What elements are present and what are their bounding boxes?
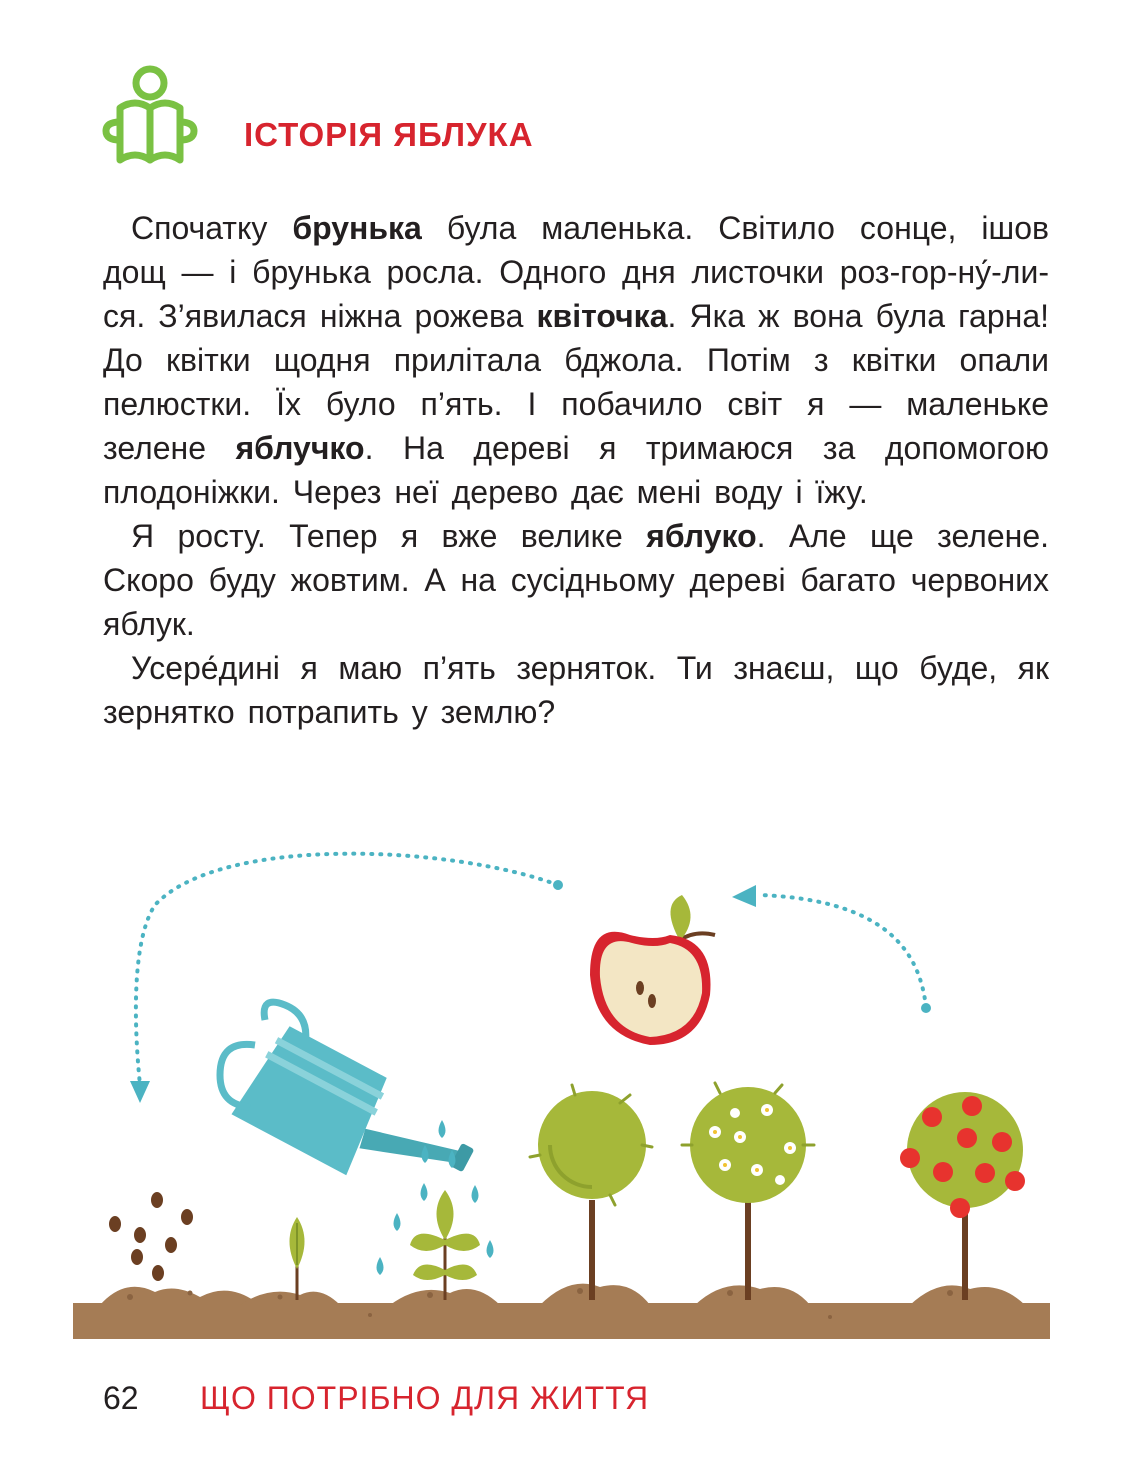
young-tree-icon — [530, 1085, 652, 1300]
story-text — [103, 206, 1049, 734]
page-number: 62 — [103, 1380, 139, 1416]
apple-half-icon — [590, 895, 715, 1045]
seeds-icon — [109, 1192, 193, 1281]
text-run: Спочатку — [131, 210, 293, 246]
text-run: . Яка ж вона була гарна! До квітки щодня прилітала бджола. Потім з квітки опали пелюстки. Їх було п’ять. І побачило світ я — маленьке зелене — [103, 298, 1050, 466]
cycle-arrow-icon — [136, 854, 926, 1085]
text-run: . Але ще зелене. Скоро буду жовтим. А на сусідньому дереві багато червоних яблук. — [103, 518, 1050, 642]
sprout-icon — [290, 1217, 305, 1300]
paragraph-1 — [103, 206, 1049, 514]
soil-ground — [73, 1284, 1050, 1339]
bold-term-yabluchko: яблучко — [235, 430, 365, 466]
text-run: була маленька. Світило сонце, ішов дощ — і брунька росла. Одного дня листочки роз-гор-ну́-ли-ся. З’явилася ніжна рожева — [103, 210, 1050, 334]
page-title: ІСТОРІЯ ЯБЛУКА — [244, 116, 534, 153]
bold-term-kvitochka: квіточка — [536, 298, 668, 334]
bold-term-yabluko: яблуко — [646, 518, 757, 554]
paragraph-3 — [103, 646, 1049, 734]
section-title: ЩО ПОТРІБНО ДЛЯ ЖИТТЯ — [200, 1380, 650, 1416]
text-run: Я росту. Тепер я вже велике — [131, 518, 647, 554]
seedling-icon — [410, 1190, 480, 1300]
text-run: Усере́дині я маю п’ять зерняток. Ти знаєш, що буде, як зернятко потрапить у землю? — [103, 650, 1049, 730]
paragraph-2 — [103, 514, 1049, 646]
reading-person-icon — [96, 64, 204, 172]
bold-term-brunka: брунька — [292, 210, 422, 246]
watering-can-icon — [220, 1002, 485, 1223]
flowering-tree-icon — [682, 1083, 814, 1300]
text-run: . На дереві я тримаюся за допомогою плодоніжки. Через неї дерево дає мені воду і їжу. — [103, 430, 1050, 510]
apple-life-cycle-illustration — [70, 845, 1055, 1345]
fruit-tree-icon — [900, 1092, 1025, 1300]
